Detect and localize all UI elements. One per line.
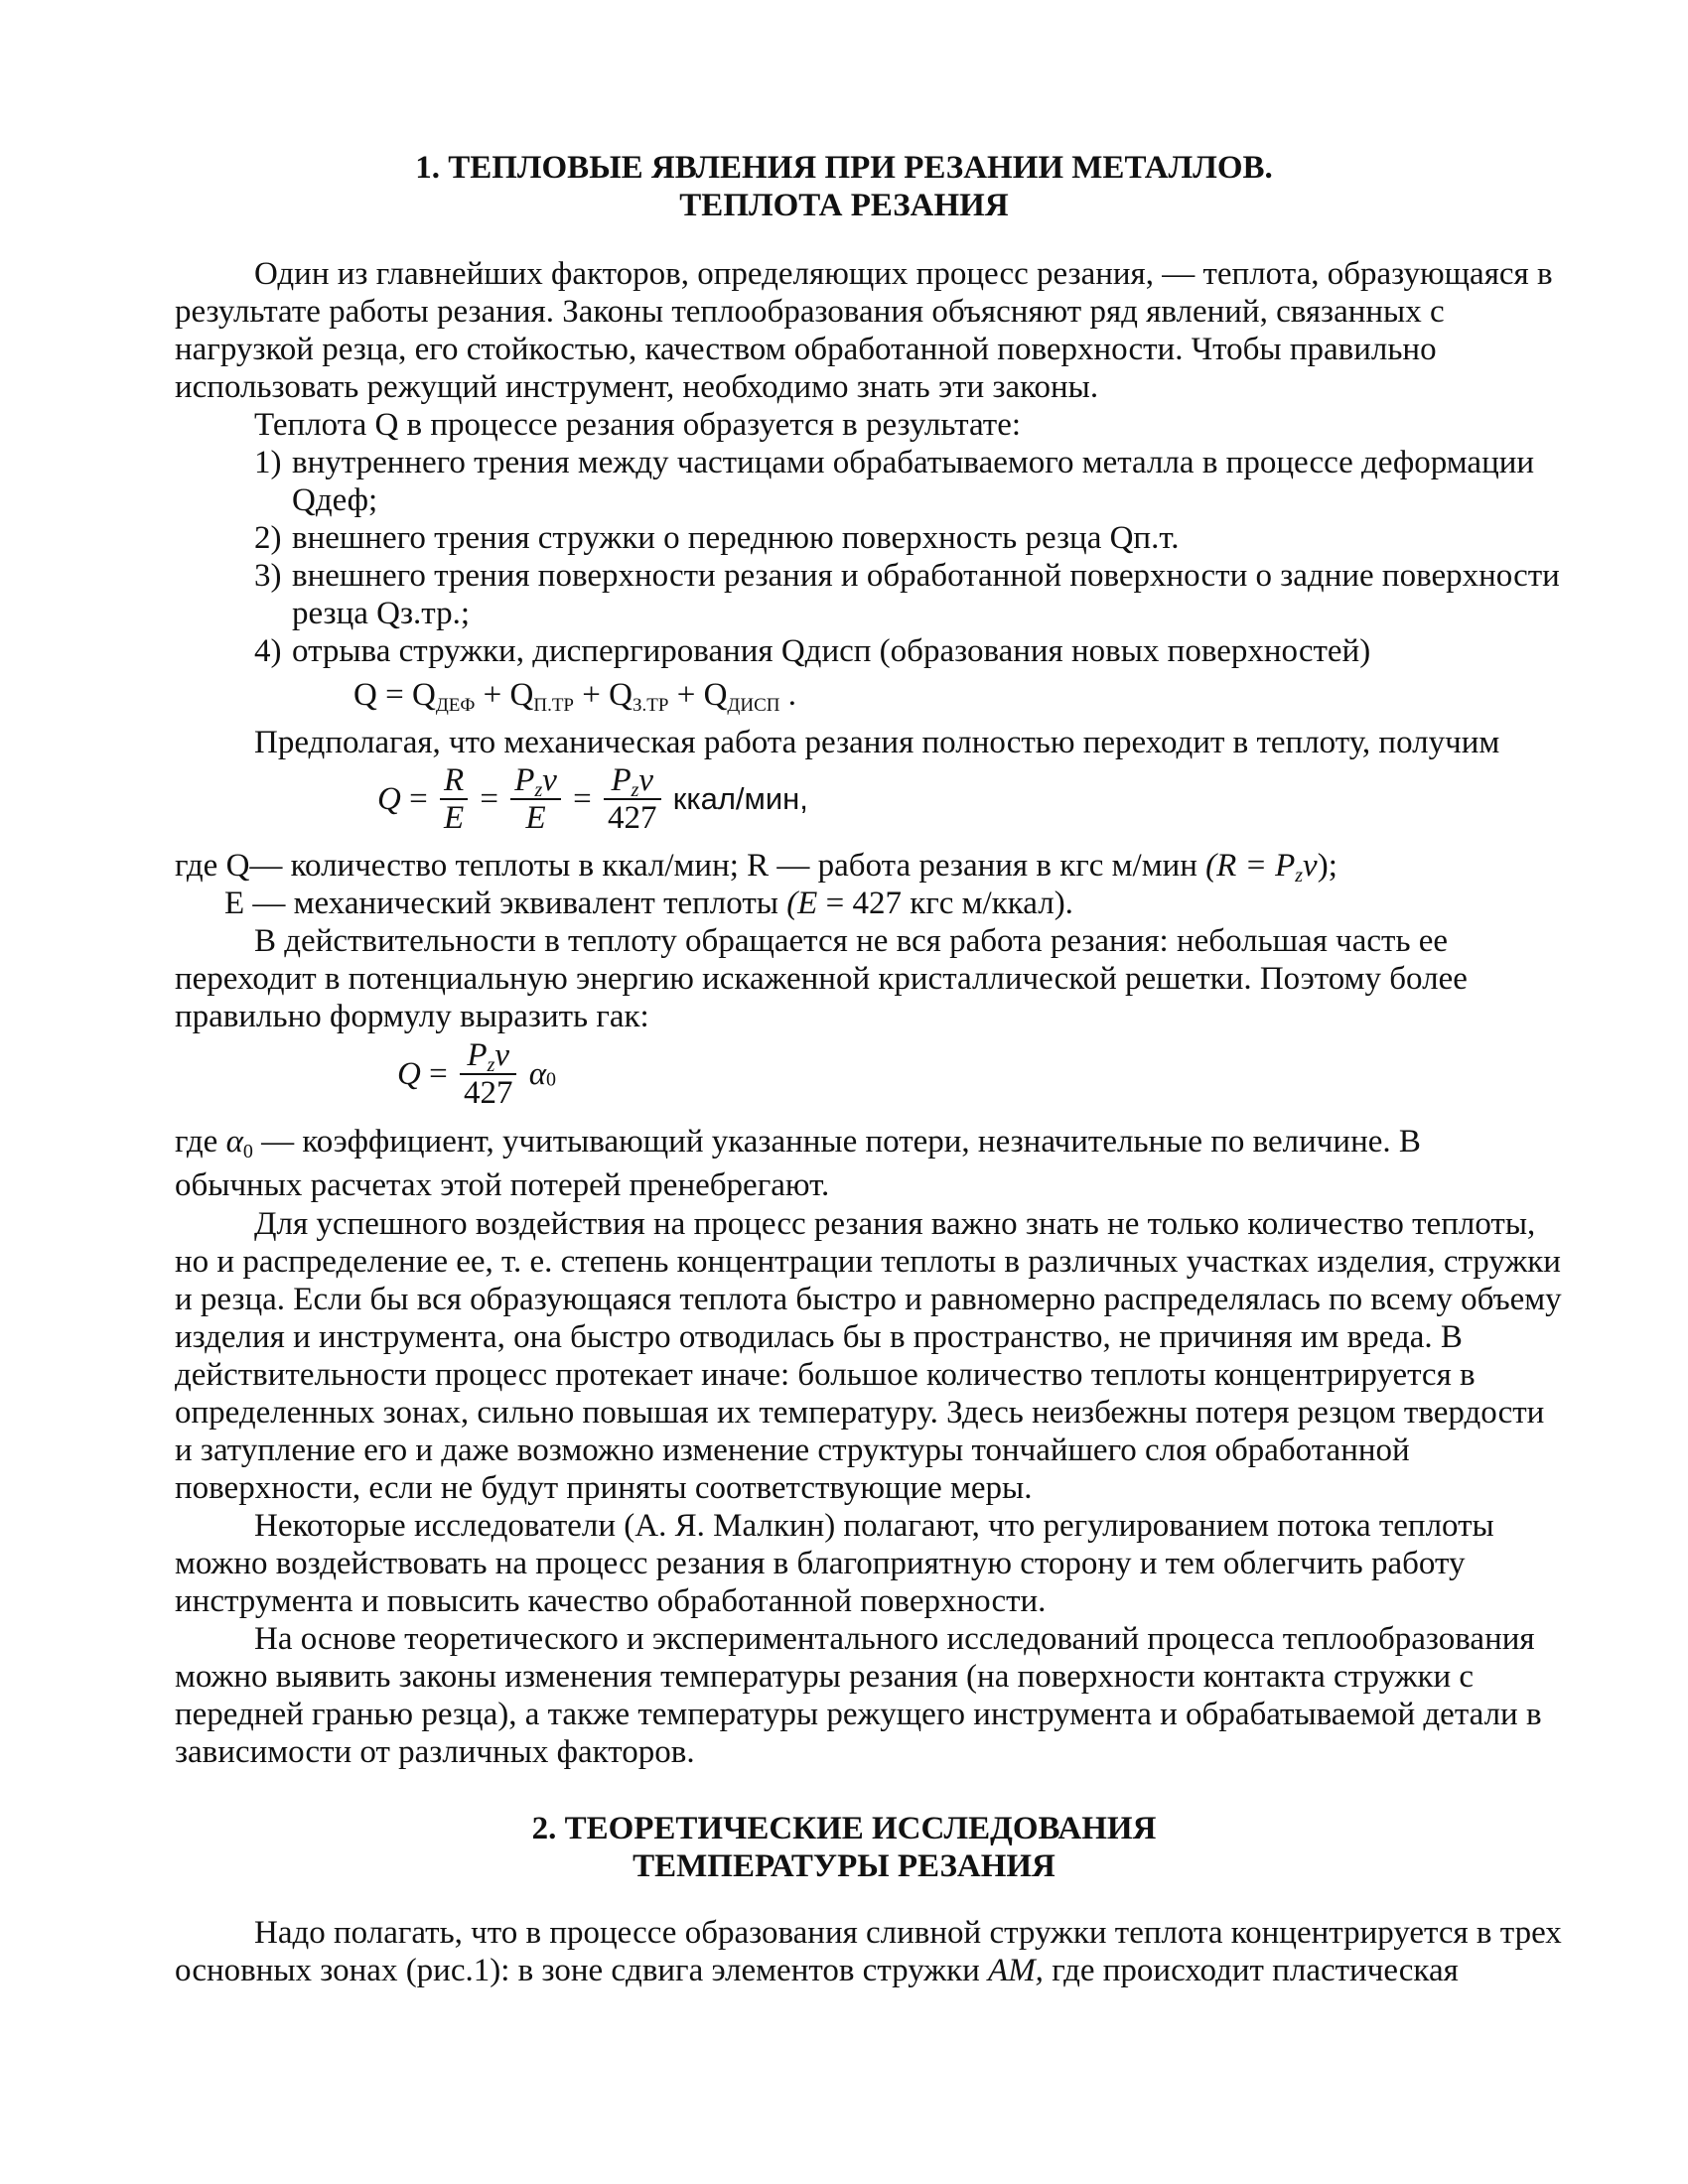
formula-symbol: P <box>514 762 535 798</box>
text-line: внешнего трения поверхности резания и обработанной поверхности о задние поверхности <box>292 558 1560 594</box>
formula-fraction <box>510 762 561 836</box>
list-item <box>254 519 1585 557</box>
formula-symbol: v <box>542 762 557 798</box>
formula-subscript: 0 <box>546 1068 557 1091</box>
text-span: AM, <box>988 1953 1044 1988</box>
formula-fraction <box>604 762 661 836</box>
text-line: Теплота Q в процессе резания образуется в результате: <box>254 407 1022 443</box>
text-span: ); <box>1317 848 1337 884</box>
text-line: Для успешного воздействия на процесс резания важно знать не только количество теплоты, <box>254 1206 1536 1242</box>
formula-symbol: α <box>528 1056 547 1092</box>
formula-unit: ккал/мин, <box>672 781 808 816</box>
basis-paragraph <box>175 1620 1585 1771</box>
text-line: В действительности в теплоту обращается не вся работа резания: небольшая часть ее <box>254 923 1449 959</box>
fraction-numerator: R <box>440 762 468 800</box>
fraction-denominator: 427 <box>463 1075 513 1111</box>
heat-sources-list <box>254 444 1585 670</box>
formula-operator: = <box>573 781 592 817</box>
formula-subscript: 0 <box>242 1141 253 1162</box>
text-line: но и распределение ее, т. е. степень концентрации теплоты в различных участках изделия, стружки <box>175 1244 1561 1280</box>
text-line: внешнего трения стружки о переднюю поверхность резца Qп.т. <box>292 520 1180 556</box>
formula-operator: = <box>480 781 499 817</box>
text-span: где <box>175 1124 226 1160</box>
formula-subscript: z <box>534 779 543 801</box>
text-line: зависимости от различных факторов. <box>175 1734 695 1770</box>
text-span: где Q— количество теплоты в ккал/мин; R — работа резания в кгс м/мин <box>175 848 1206 884</box>
formula-symbol: Q <box>609 677 633 713</box>
formula-symbol: P <box>467 1037 488 1073</box>
text-line: переходит в потенциальную энергию искаженной кристаллической решетки. Поэтому более <box>175 961 1468 997</box>
formula-heat-sum <box>353 675 796 715</box>
list-item-number: 1) <box>254 445 282 480</box>
text-span: (R = P <box>1205 848 1296 884</box>
text-line: Надо полагать, что в процессе образования сливной стружки теплота концентрируется в трех <box>254 1915 1562 1951</box>
final-paragraph <box>175 1914 1585 1989</box>
formula-operator: = <box>429 1056 448 1092</box>
text-line: нагрузкой резца, его стойкостью, качеством обработанной поверхности. Чтобы правильно <box>175 332 1437 367</box>
list-item-number: 4) <box>254 633 282 669</box>
text-span: (E <box>786 886 818 921</box>
formula-operator: + <box>582 677 601 713</box>
text-line <box>175 885 1585 922</box>
text-line: внутреннего трения между частицами обрабатываемого металла в процессе деформации <box>292 445 1535 480</box>
formula-subscript: ДИСП <box>727 695 780 716</box>
heat-sources-intro <box>175 406 1585 444</box>
formula-operator: + <box>676 677 696 713</box>
list-item <box>254 557 1585 632</box>
text-line: можно воздействовать на процесс резания в благоприятную сторону и тем облегчить работу <box>175 1546 1466 1581</box>
formula-heat-from-work <box>377 762 808 836</box>
text-line: отрыва стружки, диспергирования Qдисп (образования новых поверхностей) <box>292 633 1371 669</box>
text-span: = 427 кгс м/ккал). <box>817 886 1073 921</box>
text-line: Некоторые исследователи (А. Я. Малкин) полагают, что регулированием потока теплоты <box>254 1508 1494 1544</box>
malkin-paragraph <box>175 1507 1585 1620</box>
text-line: поверхности, если не будут приняты соответствующие меры. <box>175 1470 1033 1506</box>
text-line: действительности процесс протекает иначе: большое количество теплоты концентрируется в <box>175 1357 1476 1393</box>
where-clause-1 <box>175 847 1585 922</box>
formula-symbol: P <box>611 762 632 798</box>
text-line: инструмента и повысить качество обработанной поверхности. <box>175 1583 1047 1619</box>
text-span: — коэффициент, учитывающий указанные потери, незначительные по величине. В <box>252 1124 1421 1160</box>
text-line: Qдеф; <box>292 482 378 518</box>
list-item-number: 3) <box>254 558 282 594</box>
formula-symbol: Q <box>397 1056 421 1092</box>
section-2-title-line-2: ТЕМПЕРАТУРЫ РЕЗАНИЯ <box>633 1848 1055 1884</box>
formula-symbol: Q <box>703 677 728 713</box>
text-line <box>175 847 1585 885</box>
text-line: и затупление его и даже возможно изменение структуры тончайшего слоя обработанной <box>175 1433 1410 1468</box>
fraction-numerator <box>510 762 561 800</box>
text-line: Предполагая, что механическая работа резания полностью переходит в теплоту, получим <box>254 725 1500 760</box>
formula-subscript: z <box>487 1054 495 1076</box>
text-line <box>175 1952 1585 1989</box>
where-clause-2 <box>175 1123 1585 1204</box>
text-line: передней гранью резца), а также температуры режущего инструмента и обрабатываемой детали в <box>175 1697 1542 1732</box>
text-span: где происходит пластическая <box>1043 1953 1459 1988</box>
text-line: обычных расчетах этой потерей пренебрегают. <box>175 1167 830 1203</box>
formula-punctuation: . <box>787 677 796 713</box>
formula-subscript: z <box>1295 865 1304 887</box>
text-span: основных зонах (рис.1): в зоне сдвига элементов стружки <box>175 1953 989 1988</box>
formula-fraction <box>440 762 468 836</box>
text-line <box>175 1123 1585 1160</box>
text-line: использовать режущий инструмент, необходимо знать эти законы. <box>175 369 1099 405</box>
assumption-paragraph <box>175 724 1585 761</box>
formula-symbol: α <box>225 1124 243 1160</box>
formula-symbol: v <box>494 1037 510 1073</box>
formula-operator: = <box>385 677 404 713</box>
fraction-numerator <box>460 1037 517 1075</box>
text-line: правильно формулу выразить гак: <box>175 999 649 1034</box>
section-2-heading <box>0 1810 1688 1885</box>
text-line: На основе теоретического и экспериментального исследований процесса теплообразования <box>254 1621 1535 1657</box>
text-line: определенных зонах, сильно повышая их температуру. Здесь неизбежны потеря резцом твердости <box>175 1395 1545 1431</box>
fraction-denominator: E <box>525 800 546 836</box>
text-line: результате работы резания. Законы теплообразования объясняют ряд явлений, связанных с <box>175 294 1445 330</box>
intro-paragraph <box>175 255 1585 406</box>
list-item <box>254 632 1585 670</box>
text-span: v <box>1303 848 1318 884</box>
distribution-paragraph <box>175 1205 1585 1507</box>
formula-heat-corrected <box>397 1037 556 1111</box>
formula-subscript: П.ТР <box>533 695 575 716</box>
section-1-title-line-2: ТЕПЛОТА РЕЗАНИЯ <box>679 188 1009 223</box>
section-1-heading <box>0 149 1688 224</box>
formula-operator: = <box>409 781 428 817</box>
fraction-denominator: E <box>443 800 465 836</box>
text-line: Один из главнейших факторов, определяющих процесс резания, — теплота, образующаяся в <box>254 256 1553 292</box>
text-line: можно выявить законы изменения температуры резания (на поверхности контакта стружки с <box>175 1659 1475 1695</box>
list-item <box>254 444 1585 519</box>
formula-subscript: z <box>631 779 639 801</box>
formula-symbol: Q <box>353 677 377 713</box>
section-1-title-line-1: 1. ТЕПЛОВЫЕ ЯВЛЕНИЯ ПРИ РЕЗАНИИ МЕТАЛЛОВ. <box>415 150 1273 186</box>
formula-fraction <box>460 1037 517 1111</box>
list-item-number: 2) <box>254 520 282 556</box>
formula-symbol: v <box>638 762 654 798</box>
section-2-title-line-1: 2. ТЕОРЕТИЧЕСКИЕ ИССЛЕДОВАНИЯ <box>531 1811 1157 1846</box>
formula-operator: + <box>483 677 502 713</box>
formula-symbol: Q <box>509 677 534 713</box>
fraction-denominator: 427 <box>608 800 657 836</box>
formula-symbol: Q <box>377 781 401 817</box>
text-span: E — механический эквивалент теплоты <box>224 886 787 921</box>
fraction-numerator <box>604 762 661 800</box>
text-line: и резца. Если бы вся образующаяся теплота быстро и равномерно распределялась по всему объему <box>175 1282 1562 1317</box>
text-line: резца Qз.тр.; <box>292 596 471 631</box>
text-line: изделия и инструмента, она быстро отводилась бы в пространство, не причиняя им вреда. В <box>175 1319 1463 1355</box>
formula-symbol: Q <box>411 677 436 713</box>
formula-subscript: З.ТР <box>632 695 669 716</box>
formula-subscript: ДЕФ <box>435 695 476 716</box>
reality-paragraph <box>175 922 1585 1035</box>
